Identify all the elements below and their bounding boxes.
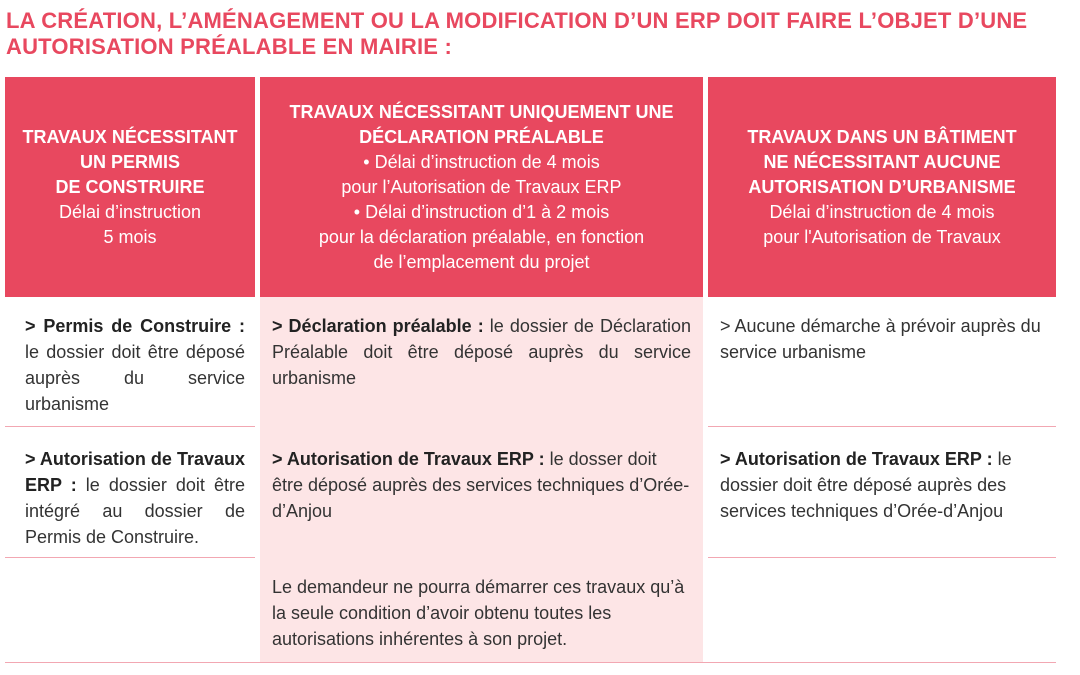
cell-row2-declaration [260,430,703,556]
cell-text: > Aucune démarche à prévoir auprès du service urbanisme [720,316,1041,362]
header-detail-line: pour la déclaration préalable, en fonction [318,226,645,247]
header-detail-line: pour l'Autorisation de Travaux [763,226,1001,247]
cell-row1-declaration [260,297,703,425]
cell-text: le dosser doit être déposé auprès des services techniques d’Orée-d’Anjou [272,449,690,521]
header-title-line: TRAVAUX NÉCESSITANT UNIQUEMENT UNE [289,101,674,122]
cell-bold-label: > Permis de Construire : [25,316,245,336]
header-detail-line: • Délai d’instruction de 4 mois [363,151,600,172]
header-detail-line: Délai d’instruction de 4 mois [769,201,995,222]
header-title-line: DE CONSTRUIRE [55,176,205,197]
cell-text: Le demandeur ne pourra démarrer ces travaux qu’à la seule condition d’avoir obtenu toutes les autorisations inhérentes à son projet. [272,577,685,649]
header-title-line: UN PERMIS [79,151,180,172]
header-detail-line: Délai d’instruction [58,201,202,222]
column-header-aucune-autorisation [708,77,1056,297]
row-divider [5,557,255,558]
table-bottom-rule [5,662,1056,663]
cell-row1-permis [5,297,255,425]
row-divider [708,557,1056,558]
cell-bold-label: > Déclaration préalable : [272,316,484,336]
header-detail-line: • Délai d’instruction d’1 à 2 mois [353,201,610,222]
cell-row2-aucune [708,430,1056,556]
cell-bold-label: > Autorisation de Travaux ERP : [720,449,993,469]
cell-text: le dossier de Déclaration Préalable doit être déposé auprès du service urbanisme [272,316,691,388]
column-header-declaration [260,77,703,297]
header-detail-line: de l’emplacement du projet [373,251,590,272]
cell-bold-label: > Autorisation de Travaux ERP : [25,449,245,495]
cell-bold-label: > Autorisation de Travaux ERP : [272,449,545,469]
row-divider [5,426,255,427]
cell-row1-aucune [708,297,1056,425]
cell-text: le dossier doit être déposé auprès du service urbanisme [25,342,245,414]
column-header-permis [5,77,255,297]
header-title-line: NE NÉCESSITANT AUCUNE [763,151,1001,172]
header-title-line: DÉCLARATION PRÉALABLE [359,126,604,147]
cell-text: le dossier doit être déposé auprès des services techniques d’Orée-d’Anjou [720,449,1012,521]
cell-text: le dossier doit être intégré au dossier de Permis de Construire. [25,475,245,547]
header-title-line: AUTORISATION D’URBANISME [748,176,1016,197]
header-title-line: TRAVAUX NÉCESSITANT [22,126,238,147]
header-title-line: TRAVAUX DANS UN BÂTIMENT [747,126,1017,147]
header-detail-line: 5 mois [103,226,157,247]
header-detail-line: pour l’Autorisation de Travaux ERP [341,176,622,197]
row-divider [708,426,1056,427]
page-title: LA CRÉATION, L’AMÉNAGEMENT OU LA MODIFICATION D’UN ERP DOIT FAIRE L’OBJET D’UNE AUTORISATION PRÉALABLE EN MAIRIE : [6,8,1028,59]
cell-row3-declaration-note [260,560,703,662]
cell-row2-permis [5,430,255,556]
